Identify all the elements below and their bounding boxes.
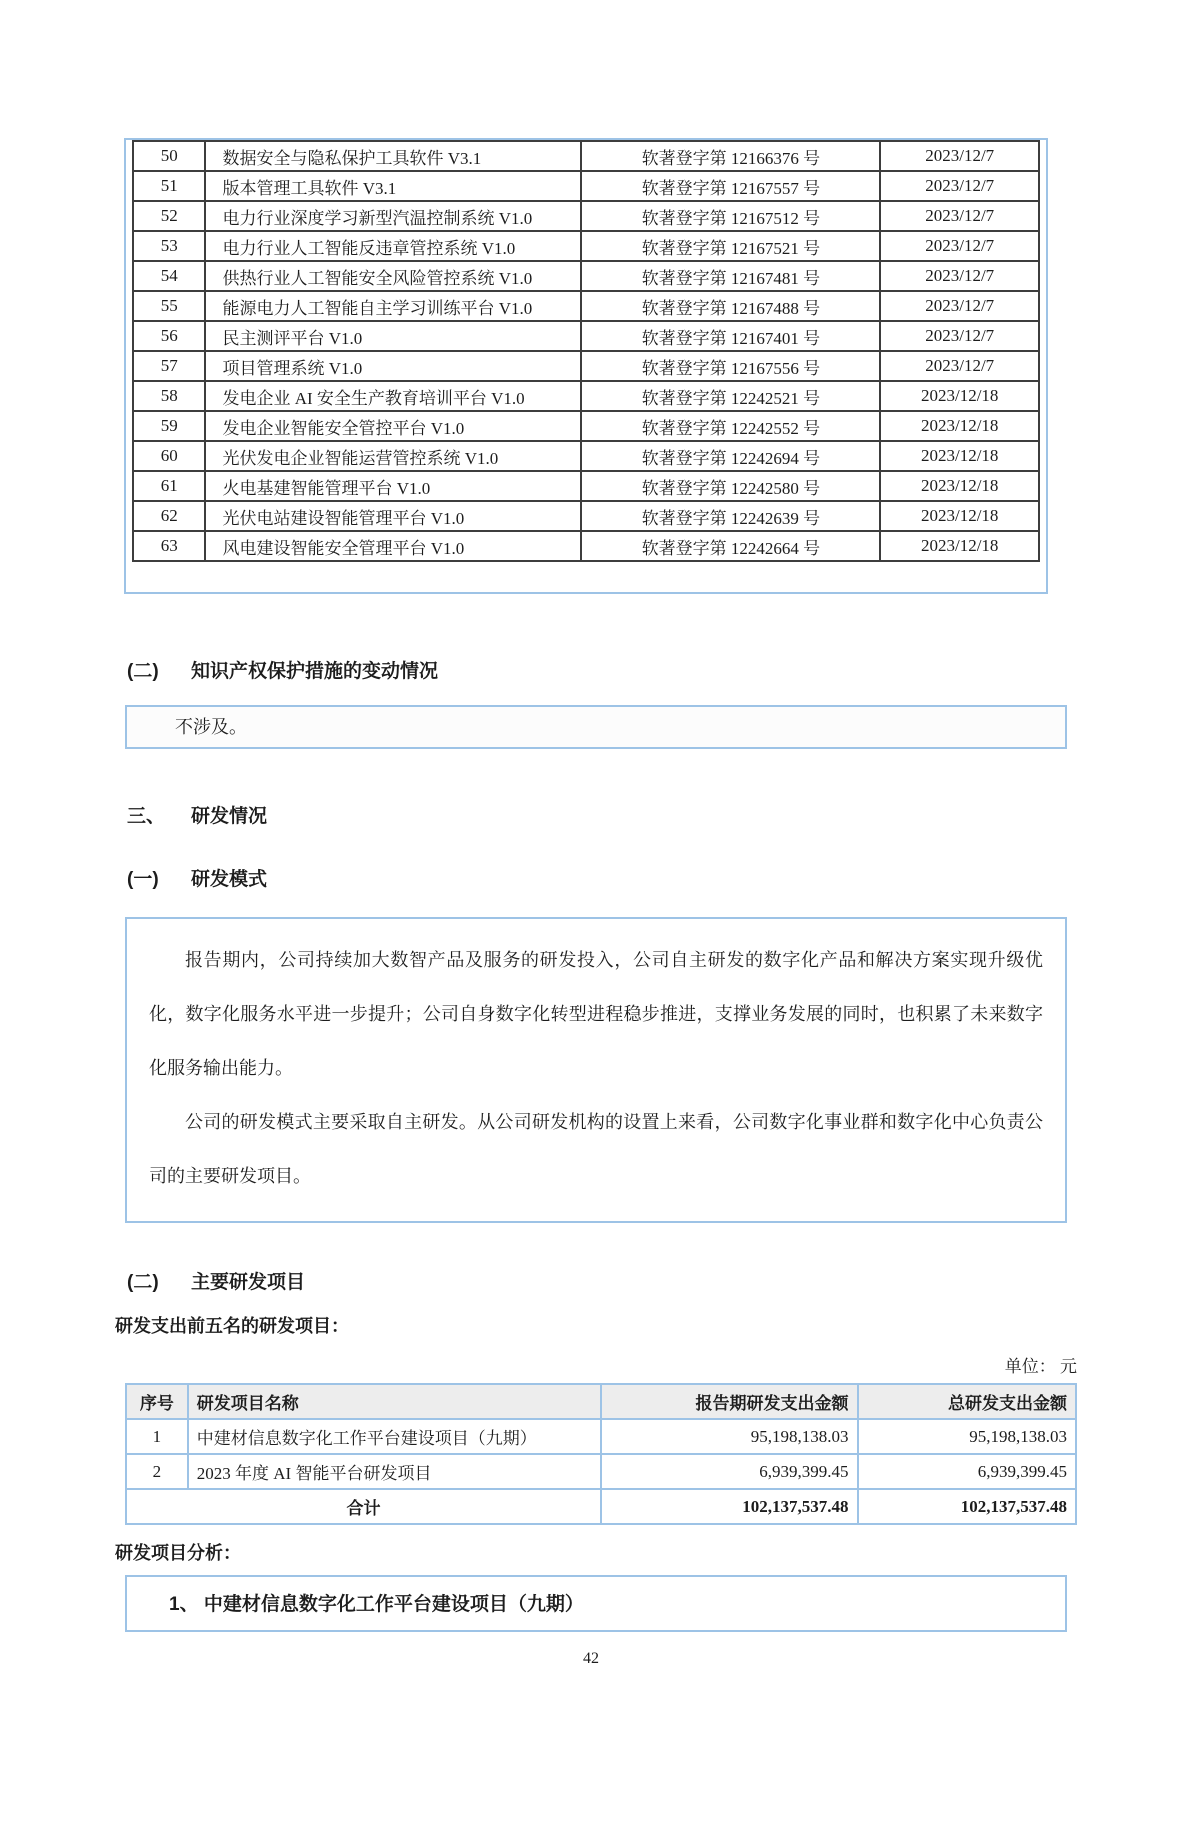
row-index: 53 (133, 231, 205, 261)
software-name: 民主测评平台 V1.0 (205, 321, 581, 351)
row-index: 50 (133, 141, 205, 171)
registration-number: 软著登字第 12242664 号 (581, 531, 880, 561)
table-row (133, 141, 1039, 171)
registration-date: 2023/12/7 (880, 171, 1039, 201)
period-spend-amount: 95,198,138.03 (601, 1419, 858, 1454)
registration-number: 软著登字第 12242694 号 (581, 441, 880, 471)
copyright-table-container (124, 138, 1048, 594)
registration-number: 软著登字第 12242580 号 (581, 471, 880, 501)
registration-number: 软著登字第 12167512 号 (581, 201, 880, 231)
registration-date: 2023/12/7 (880, 351, 1039, 381)
table-row (133, 261, 1039, 291)
project-index: 1 (126, 1419, 188, 1454)
row-index: 56 (133, 321, 205, 351)
column-header-no: 序号 (126, 1384, 188, 1419)
table-row (133, 201, 1039, 231)
registration-number: 软著登字第 12167557 号 (581, 171, 880, 201)
registration-date: 2023/12/7 (880, 291, 1039, 321)
section-title: 主要研发项目 (191, 1272, 306, 1293)
project-name: 2023 年度 AI 智能平台研发项目 (188, 1454, 601, 1489)
software-name: 发电企业 AI 安全生产教育培训平台 V1.0 (205, 381, 581, 411)
registration-number: 软著登字第 12242639 号 (581, 501, 880, 531)
total-spend-amount: 95,198,138.03 (858, 1419, 1077, 1454)
table-row (133, 501, 1039, 531)
row-index: 57 (133, 351, 205, 381)
page-number: 42 (583, 1650, 599, 1667)
software-name: 电力行业人工智能反违章管控系统 V1.0 (205, 231, 581, 261)
registration-date: 2023/12/7 (880, 141, 1039, 171)
row-index: 55 (133, 291, 205, 321)
registration-number: 软著登字第 12242552 号 (581, 411, 880, 441)
column-header-total: 总研发支出金额 (858, 1384, 1077, 1419)
registration-number: 软著登字第 12167556 号 (581, 351, 880, 381)
section-rd-mode-heading (127, 864, 1092, 891)
registration-date: 2023/12/18 (880, 441, 1039, 471)
table-row (133, 381, 1039, 411)
table-row (133, 351, 1039, 381)
table-row (133, 471, 1039, 501)
rd-projects-intro: 研发支出前五名的研发项目： (115, 1316, 349, 1336)
section-ip-protection-heading (127, 656, 1092, 683)
total-period-spend: 102,137,537.48 (601, 1489, 858, 1524)
analysis-item-box (125, 1575, 1067, 1632)
table-row (133, 231, 1039, 261)
registration-number: 软著登字第 12166376 号 (581, 141, 880, 171)
row-index: 63 (133, 531, 205, 561)
section-label: (二) (127, 1272, 159, 1293)
registration-number: 软著登字第 12167521 号 (581, 231, 880, 261)
rd-spend-table-body (126, 1419, 1076, 1524)
row-index: 58 (133, 381, 205, 411)
header-row (126, 1384, 1076, 1419)
copyright-table (132, 140, 1040, 562)
row-index: 60 (133, 441, 205, 471)
rd-mode-paragraph-2: 公司的研发模式主要采取自主研发。从公司研发机构的设置上来看，公司数字化事业群和数字化中心负责公司的主要研发项目。 (149, 1112, 1043, 1186)
row-index: 59 (133, 411, 205, 441)
software-name: 版本管理工具软件 V3.1 (205, 171, 581, 201)
section-label: (二) (127, 661, 159, 682)
section-rd-heading (127, 801, 1092, 828)
registration-number: 软著登字第 12242521 号 (581, 381, 880, 411)
table-row (133, 291, 1039, 321)
table-row (126, 1454, 1076, 1489)
section-title: 知识产权保护措施的变动情况 (191, 661, 439, 682)
rd-mode-paragraph-1: 报告期内，公司持续加大数智产品及服务的研发投入，公司自主研发的数字化产品和解决方案实现升级优化，数字化服务水平进一步提升；公司自身数字化转型进程稳步推进，支撑业务发展的同时，也积累了未来数字化服务输出能力。 (149, 950, 1043, 1078)
registration-date: 2023/12/18 (880, 411, 1039, 441)
registration-date: 2023/12/7 (880, 231, 1039, 261)
row-index: 54 (133, 261, 205, 291)
column-header-name: 研发项目名称 (188, 1384, 601, 1419)
section-label: 三、 (127, 806, 166, 827)
software-name: 光伏电站建设智能管理平台 V1.0 (205, 501, 581, 531)
total-total-spend: 102,137,537.48 (858, 1489, 1077, 1524)
rd-spend-table (125, 1383, 1077, 1525)
total-spend-amount: 6,939,399.45 (858, 1454, 1077, 1489)
table-row (133, 411, 1039, 441)
software-name: 能源电力人工智能自主学习训练平台 V1.0 (205, 291, 581, 321)
section-title: 研发模式 (191, 869, 268, 890)
project-name: 中建材信息数字化工作平台建设项目（九期） (188, 1419, 601, 1454)
software-name: 光伏发电企业智能运营管控系统 V1.0 (205, 441, 581, 471)
ip-protection-content-box (125, 705, 1067, 749)
row-index: 62 (133, 501, 205, 531)
row-index: 61 (133, 471, 205, 501)
row-index: 52 (133, 201, 205, 231)
column-header-period: 报告期研发支出金额 (601, 1384, 858, 1419)
registration-number: 软著登字第 12167488 号 (581, 291, 880, 321)
copyright-table-body (133, 141, 1039, 561)
registration-number: 软著登字第 12167481 号 (581, 261, 880, 291)
table-row (133, 171, 1039, 201)
total-label: 合计 (126, 1489, 601, 1524)
table-row (133, 321, 1039, 351)
project-index: 2 (126, 1454, 188, 1489)
registration-date: 2023/12/7 (880, 201, 1039, 231)
software-name: 火电基建智能管理平台 V1.0 (205, 471, 581, 501)
total-row (126, 1489, 1076, 1524)
software-name: 发电企业智能安全管控平台 V1.0 (205, 411, 581, 441)
software-name: 项目管理系统 V1.0 (205, 351, 581, 381)
table-row (133, 441, 1039, 471)
ip-protection-content: 不涉及。 (175, 717, 247, 737)
analysis-label: 研发项目分析： (115, 1543, 241, 1563)
registration-date: 2023/12/18 (880, 471, 1039, 501)
table-row (133, 531, 1039, 561)
software-name: 电力行业深度学习新型汽温控制系统 V1.0 (205, 201, 581, 231)
registration-date: 2023/12/7 (880, 321, 1039, 351)
table-row (126, 1419, 1076, 1454)
period-spend-amount: 6,939,399.45 (601, 1454, 858, 1489)
registration-number: 软著登字第 12167401 号 (581, 321, 880, 351)
unit-label: 单位： 元 (1004, 1357, 1077, 1376)
rd-spend-table-header (126, 1384, 1076, 1419)
analysis-item-title: 1、 中建材信息数字化工作平台建设项目（九期） (169, 1594, 584, 1615)
registration-date: 2023/12/18 (880, 501, 1039, 531)
software-name: 供热行业人工智能安全风险管控系统 V1.0 (205, 261, 581, 291)
document-page (0, 138, 1200, 1668)
section-title: 研发情况 (191, 806, 268, 827)
section-label: (一) (127, 869, 159, 890)
registration-date: 2023/12/18 (880, 531, 1039, 561)
row-index: 51 (133, 171, 205, 201)
section-rd-projects-heading (127, 1267, 1092, 1294)
rd-mode-content-box (125, 917, 1067, 1223)
registration-date: 2023/12/18 (880, 381, 1039, 411)
registration-date: 2023/12/7 (880, 261, 1039, 291)
software-name: 风电建设智能安全管理平台 V1.0 (205, 531, 581, 561)
software-name: 数据安全与隐私保护工具软件 V3.1 (205, 141, 581, 171)
